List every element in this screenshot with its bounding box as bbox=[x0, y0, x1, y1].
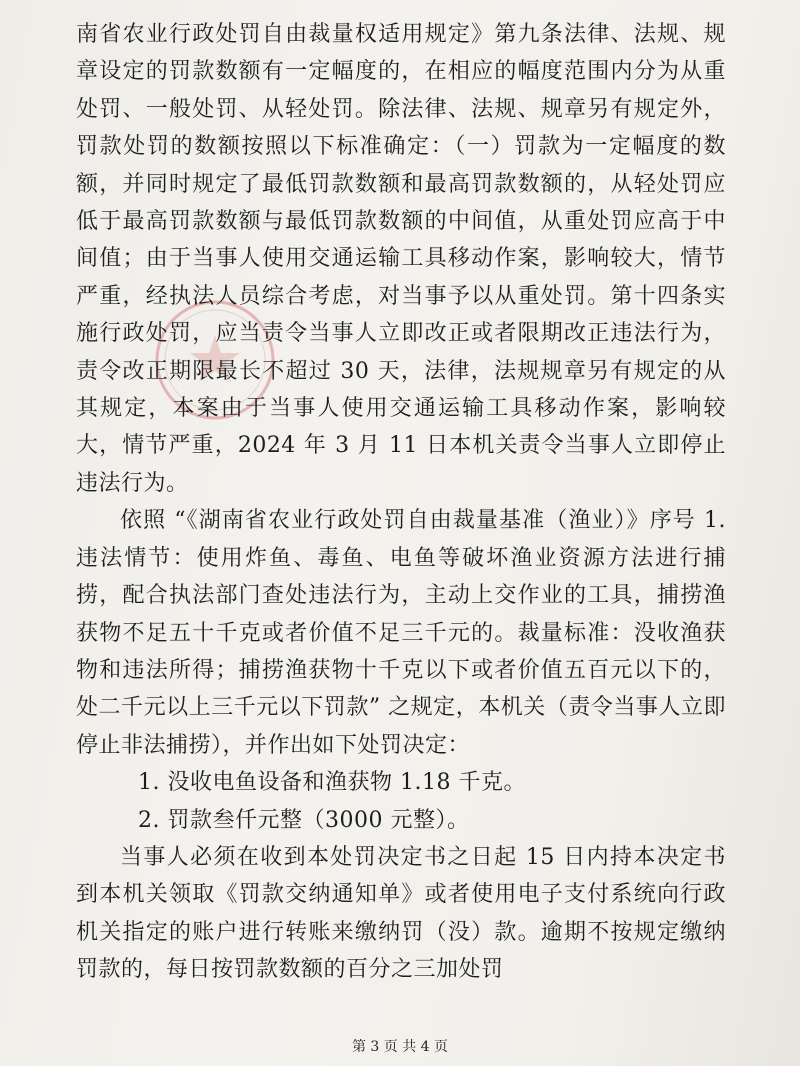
paragraph-legal-basis: 南省农业行政处罚自由裁量权适用规定》第九条法律、法规、规章设定的罚款数额有一定幅度的，在相应的幅度范围内分为从重处罚、一般处罚、从轻处罚。除法律、法规、规章另有规定外，罚款处罚的数额按照以下标准确定：（一）罚款为一定幅度的数额，并同时规定了最低罚款数额和最高罚款数额的，从轻处罚应低于最高罚款数额与最低罚款数额的中间值，从重处罚应高于中间值；由于当事人使用交通运输工具移动作案，影响较大，情节严重，经执法人员综合考虑，对当事予以从重处罚。第十四条实施行政处罚，应当责令当事人立即改正或者限期改正违法行为，责令改正期限最长不超过 30 天，法律，法规规章另有规定的从其规定，本案由于当事人使用交通运输工具移动作案，影响较大，情节严重，2024 年 3 月 11 日本机关责令当事人立即停止违法行为。 bbox=[76, 22, 726, 496]
paragraph-payment-instructions: 当事人必须在收到本处罚决定书之日起 15 日内持本决定书到本机关领取《罚款交纳通知单》或者使用电子支付系统向行政机关指定的账户进行转账来缴纳罚（没）款。逾期不按规定缴纳罚款的，每日按罚款数额的百分之三加处罚 bbox=[76, 844, 726, 983]
penalty-item-confiscation: 1. 没收电鱼设备和渔获物 1.18 千克。 bbox=[138, 770, 526, 796]
page-footer: 第 3 页 共 4 页 bbox=[351, 1039, 449, 1055]
document-body bbox=[76, 16, 726, 989]
paragraph-penalty-basis: 依照 “《湖南省农业行政处罚自由裁量基准（渔业）》序号 1.违法情节：使用炸鱼、毒鱼、电鱼等破坏渔业资源方法进行捕捞，配合执法部门查处违法行为，主动上交作业的工具，捕捞渔获物不足五十千克或者价值不足三千元的。裁量标准：没收渔获物和违法所得；捕捞渔获物十千克以下或者价值五百元以下的，处二千元以上三千元以下罚款” 之规定，本机关（责令当事人立即停止非法捕捞），并作出如下处罚决定： bbox=[76, 508, 726, 758]
penalty-item-fine: 2. 罚款叁仟元整（3000 元整）。 bbox=[138, 807, 470, 833]
